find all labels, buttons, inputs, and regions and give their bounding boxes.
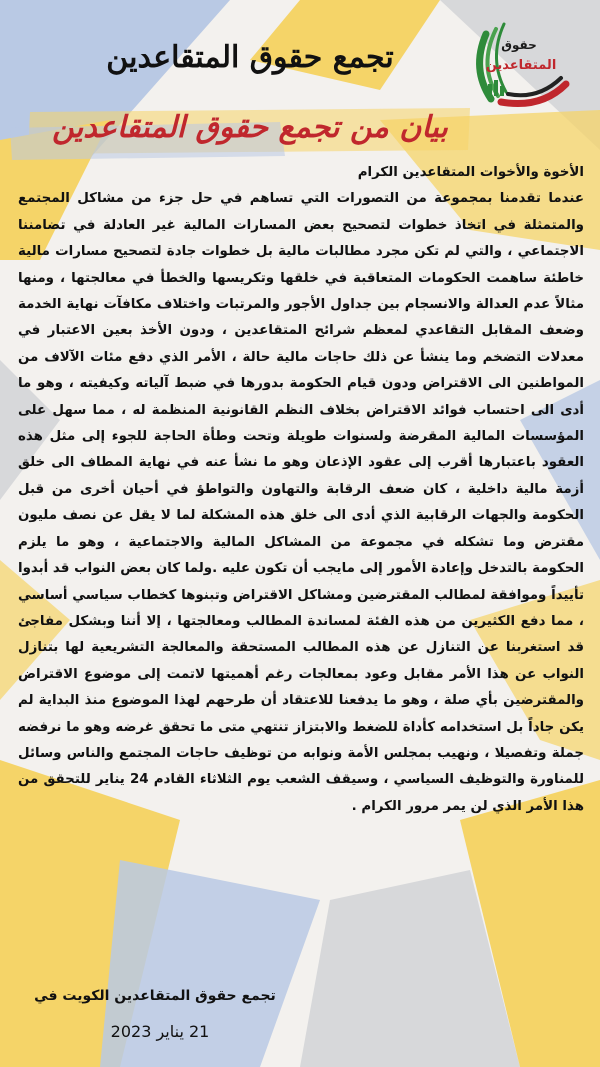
statement-body bbox=[18, 160, 584, 820]
statement-date: 21 يناير 2023 bbox=[110, 1022, 210, 1041]
greeting: الأخوة والأخوات المتقاعدين الكرام bbox=[357, 165, 584, 180]
statement-text: عندما تقدمنا بمجموعة من التصورات التي تساهم في حل جزء من مشاكل المجتمع والمتمثلة في اتخاذ خطوات لتصحيح بعض المسارات المالية غير العادلة في تضامننا الاجتماعي ، والتي لم تكن مجرد مطالبات مالية بل خطوات جادة لتصحيح مسارات مالية خاطئة ساهمت الحكومات المتعاقبة في خلقها وتكريسها والخطأ في معالجتها ، ومنها مثالاً عدم العدالة والانسجام بين جداول الأجور والمرتبات واختلاف مكافآت نهاية الخدمة وضعف المقابل التقاعدي لمعظم شرائح المتقاعدين ، ودون الأخذ بعين الاعتبار في معدلات التضخم وما ينشأ عن ذلك حاجات مالية حالة ، الأمر الذي دفع مئات الآلاف من المواطنين الى الاقتراض ودون قيام الحكومة بدورها في ضبط آلياته وكيفيته ، وهو ما أدى الى احتساب فوائد الاقتراض بخلاف النظم القانونية المنظمة له ، مما سهل على المؤسسات المالية المقرضة ولسنوات طويلة وتحت وطأة الحاجة للجوء إلى مثل هذه العقود باعتبارها أقرب إلى عقود الإذعان وهو ما نشأ عنه في نهاية المطاف الى خلق أزمة مالية داخلية ، كان ضعف الرقابة والتهاون والتواطؤ في أحيان أخرى من قبل الحكومة والجهات الرقابية الذي أدى الى خلق هذه المشكلة لما لا يقل عن نصف مليون مقترض وما تشكله في مجموعة من المشاكل المالية والاجتماعية ، وهو ما يلزم الحكومة بالتدخل وإعادة الأمور إلى مايجب أن تكون عليه .ولما كان بعض النواب قد أبدوا تأييداً وموافقة لمطالب المقترضين ومشاكل الاقتراض وتبنوها كخطاب سياسي أساسي ، مما دفع الكثيرين من هذه الفئة لمساندة المطالب ومعالجتها ، إلا أننا وبشكل مفاجئ قد استغربنا عن التنازل عن هذه المطالب المستحقة والمعالجة التشريعية لها بتنازل النواب عن هذا الأمر مقابل وعود بمعالجات رغم أهميتها لاتمت إلى موضوع الاقتراض والمقترضين بأي صلة ، وهو ما يدفعنا للاعتقاد أن طرحهم لهذا الموضوع منذ البداية لم يكن جاداً بل استخدامه كأداة للضغط والابتزاز تنتهي متى ما تحقق غرضه وهو ما نرفضه جملة وتفصيلا ، ونهيب بمجلس الأمة ونوابه من توظيف حاجات المجتمع والناس وسائل للمناورة والتوظيف السياسي ، وسيقف الشعب يوم الثلاثاء القادم 24 يناير للتحقق من هذا الأمر الذي لن يمر مرور الكرام . bbox=[18, 191, 585, 814]
signature: تجمع حقوق المتقاعدين الكويت في bbox=[34, 988, 276, 1004]
statement-subtitle: بيان من تجمع حقوق المتقاعدين bbox=[52, 110, 448, 145]
page-title: تجمع حقوق المتقاعدين bbox=[106, 40, 394, 75]
logo-text-line1: حقوق bbox=[501, 38, 537, 52]
logo-text-line2: المتقاعدين bbox=[485, 58, 557, 73]
